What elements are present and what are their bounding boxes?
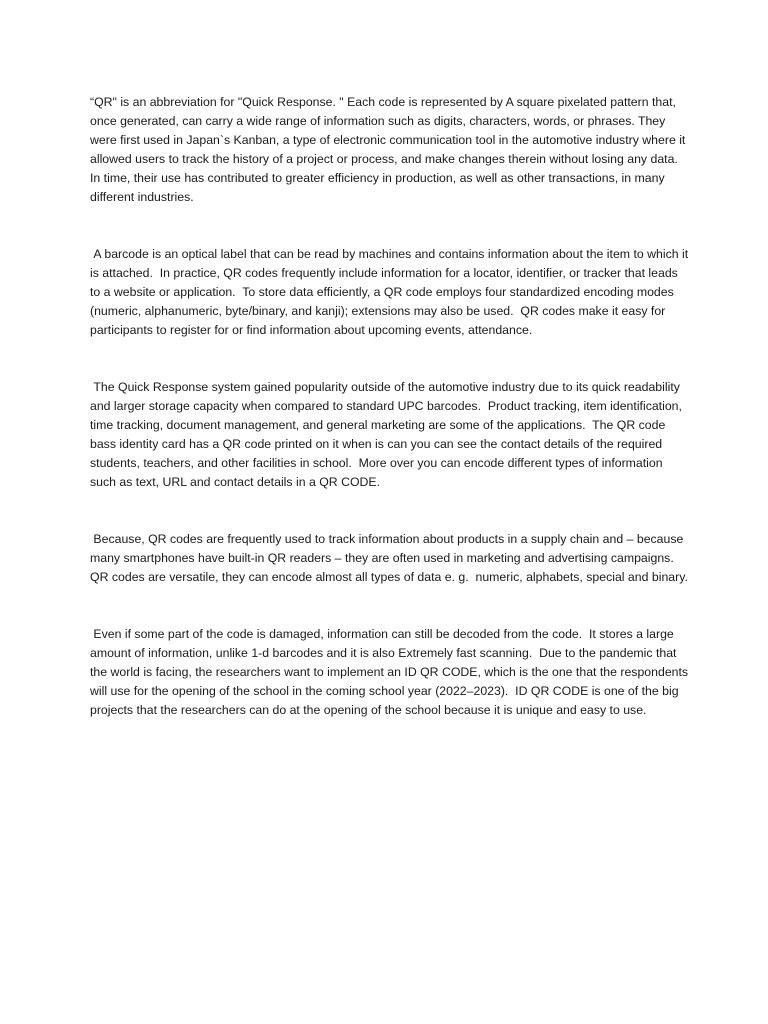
document-body <box>90 93 690 720</box>
paragraph-supply-chain: Because, QR codes are frequently used to track information about products in a supply chain and – because many smartphones have built-in QR readers – they are often used in marketing and advertising campaigns. QR codes are versatile, they can encode almost all types of data e. g. numeric, alphabets, special and binary. <box>90 532 688 584</box>
paragraph-qr-definition: “QR" is an abbreviation for "Quick Response. " Each code is represented by A square pixelated pattern that, once generated, can carry a wide range of information such as digits, characters, words, or phrases. They were first used in Japan`s Kanban, a type of electronic communication tool in the automotive industry where it allowed users to track the history of a project or process, and make changes therein without losing any data. In time, their use has contributed to greater efficiency in production, as well as other transactions, in many different industries. <box>90 95 689 204</box>
paragraph-id-qr-code: Even if some part of the code is damaged, information can still be decoded from the code. It stores a large amount of information, unlike 1-d barcodes and it is also Extremely fast scanning. Due to the pandemic that the world is facing, the researchers want to implement an ID QR CODE, which is the one that the respondents will use for the opening of the school in the coming school year (2022–2023). ID QR CODE is one of the big projects that the researchers can do at the opening of the school because it is unique and easy to use. <box>90 627 692 717</box>
paragraph-popularity: The Quick Response system gained popularity outside of the automotive industry due to its quick readability and larger storage capacity when compared to standard UPC barcodes. Product tracking, item identification, time tracking, document management, and general marketing are some of the applications. The QR code bass identity card has a QR code printed on it when is can you can see the contact details of the required students, teachers, and other facilities in school. More over you can encode different types of information such as text, URL and contact details in a QR CODE. <box>90 380 686 489</box>
paragraph-barcode: A barcode is an optical label that can be read by machines and contains information about the item to which it is attached. In practice, QR codes frequently include information for a locator, identifier, or tracker that leads to a website or application. To store data efficiently, a QR code employs four standardized encoding modes (numeric, alphanumeric, byte/binary, and kanji); extensions may also be used. QR codes make it easy for participants to register for or find information about upcoming events, attendance. <box>90 247 692 337</box>
